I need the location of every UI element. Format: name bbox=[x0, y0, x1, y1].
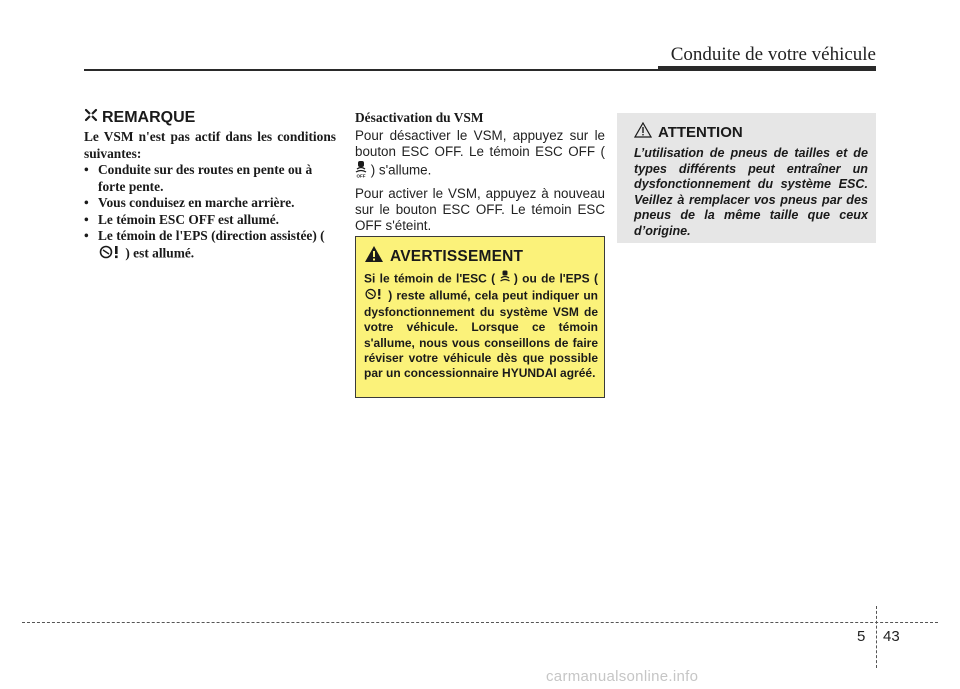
header-title: Conduite de votre véhicule bbox=[670, 44, 876, 65]
vsm-section bbox=[355, 110, 605, 238]
eps-warning-icon bbox=[98, 245, 122, 264]
eps-item-prefix: Le témoin de l'EPS (direction assistée) ( bbox=[98, 228, 325, 243]
asterisk-icon bbox=[84, 108, 98, 127]
esc-icon bbox=[500, 270, 510, 288]
note-list bbox=[84, 162, 336, 263]
footer-divider bbox=[876, 606, 877, 668]
note-intro: Le VSM n'est pas actif dans les conditions suivantes: bbox=[84, 129, 336, 161]
caution-triangle-icon bbox=[634, 122, 652, 143]
warning-body bbox=[364, 270, 598, 382]
watermark: carmanualsonline.info bbox=[546, 668, 699, 685]
footer-rule bbox=[22, 622, 938, 623]
esc-off-icon bbox=[355, 160, 367, 182]
note-heading-text: REMARQUE bbox=[102, 108, 196, 126]
chapter-number: 5 bbox=[857, 628, 866, 645]
vsm-p1-prefix: Pour désactiver le VSM, appuyez sur le bouton ESC OFF. Le témoin ESC OFF ( bbox=[355, 128, 605, 159]
vsm-paragraph-1 bbox=[355, 128, 605, 182]
vsm-p1-suffix: ) s'allume. bbox=[370, 162, 432, 178]
note-section bbox=[84, 108, 336, 263]
list-item: • Le témoin ESC OFF est allumé. bbox=[84, 212, 336, 229]
header-rule-accent bbox=[658, 66, 876, 71]
list-item: • Vous conduisez en marche arrière. bbox=[84, 195, 336, 212]
vsm-paragraph-2: Pour activer le VSM, appuyez à nouveau sur le bouton ESC OFF. Le témoin ESC OFF s'éteint. bbox=[355, 186, 605, 233]
eps-item-suffix: ) est allumé. bbox=[125, 244, 195, 260]
warning-box bbox=[355, 236, 605, 398]
warning-part-3: ) reste allumé, cela peut indiquer un dysfonctionnement du système VSM de votre véhicule. Lorsque ce témoin s'allume, nous vous conseillons de faire réviser votre véhicule dès que possible par un concessionnaire HYUNDAI agréé. bbox=[364, 288, 598, 381]
warning-triangle-icon bbox=[364, 245, 384, 268]
svg-text:OFF: OFF bbox=[356, 173, 366, 178]
list-item: • Conduite sur des routes en pente ou à forte pente. bbox=[84, 162, 336, 195]
warning-part-2: ) ou de l'EPS ( bbox=[513, 271, 598, 286]
warning-title: AVERTISSEMENT bbox=[390, 247, 524, 265]
attention-title: ATTENTION bbox=[658, 124, 743, 141]
attention-box bbox=[617, 113, 876, 243]
vsm-heading: Désactivation du VSM bbox=[355, 110, 484, 125]
note-heading bbox=[84, 108, 336, 127]
warning-part-1: Si le témoin de l'ESC ( bbox=[364, 271, 496, 286]
attention-body: L’utilisation de pneus de tailles et de types différents peut entraîner un dysfonctionnement du système ESC. Veillez à remplacer vos pneus par des pneus de la même taille que ceux d’origine. bbox=[634, 146, 868, 238]
list-item bbox=[84, 228, 336, 263]
eps-warning-icon bbox=[364, 288, 384, 304]
page-number: 43 bbox=[883, 628, 900, 645]
